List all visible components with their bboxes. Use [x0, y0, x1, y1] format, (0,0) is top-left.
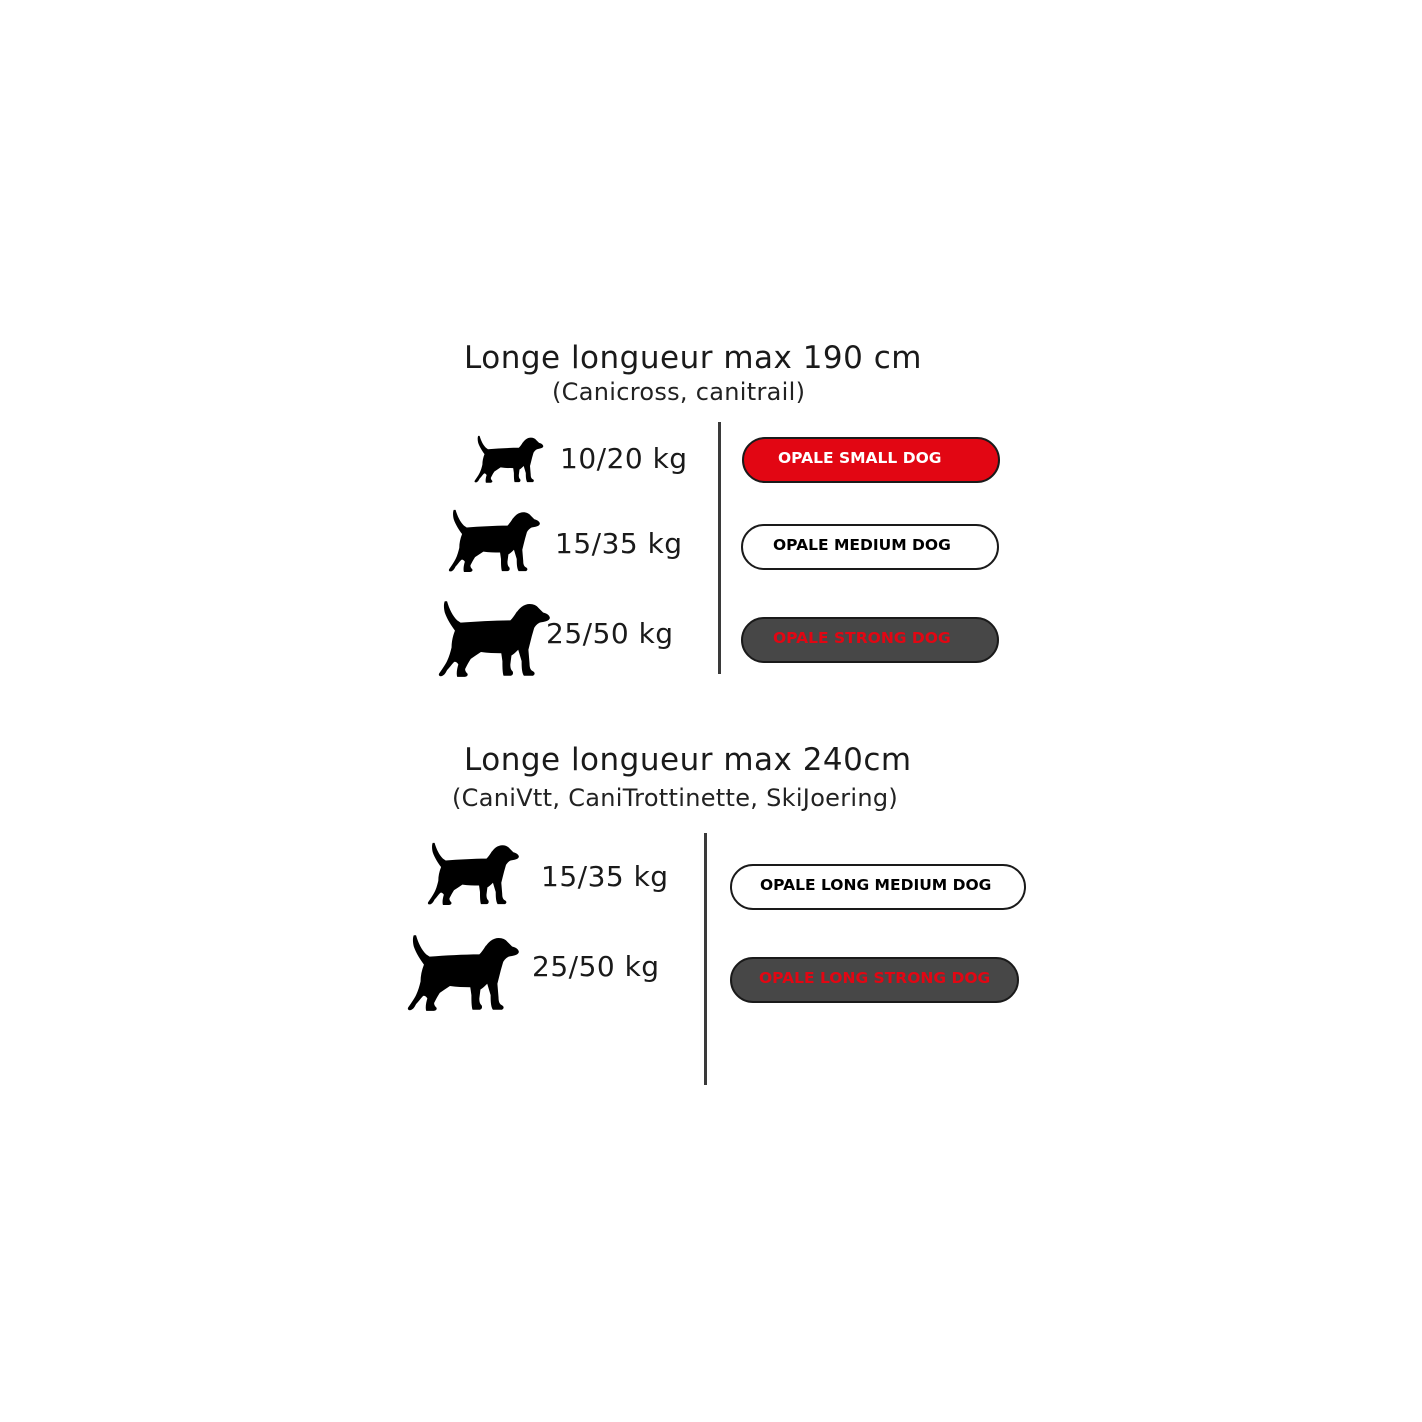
weight-label: 10/20 kg: [560, 442, 688, 475]
large-dog-icon: [407, 934, 520, 1011]
large-dog-icon: [438, 600, 551, 677]
section1-subtitle: (Canicross, canitrail): [552, 378, 806, 406]
weight-label: 15/35 kg: [555, 527, 683, 560]
product-opale-long-strong-dog-button[interactable]: OPALE LONG STRONG DOG: [730, 957, 1019, 1003]
product-opale-long-medium-dog-button[interactable]: OPALE LONG MEDIUM DOG: [730, 864, 1026, 910]
section2-subtitle: (CaniVtt, CaniTrottinette, SkiJoering): [452, 784, 899, 812]
weight-label: 15/35 kg: [541, 860, 669, 893]
section2-divider: [704, 833, 707, 1085]
section1-title: Longe longueur max 190 cm: [464, 340, 922, 376]
product-opale-medium-dog-button[interactable]: OPALE MEDIUM DOG: [741, 524, 999, 570]
product-opale-strong-dog-button[interactable]: OPALE STRONG DOG: [741, 617, 999, 663]
section1-divider: [718, 422, 721, 674]
section2-title: Longe longueur max 240cm: [464, 742, 912, 778]
product-opale-small-dog-button[interactable]: OPALE SMALL DOG: [742, 437, 1000, 483]
small-dog-icon: [474, 435, 544, 483]
medium-dog-icon: [427, 842, 520, 905]
weight-label: 25/50 kg: [546, 617, 674, 650]
medium-dog-icon: [448, 509, 541, 572]
weight-label: 25/50 kg: [532, 950, 660, 983]
